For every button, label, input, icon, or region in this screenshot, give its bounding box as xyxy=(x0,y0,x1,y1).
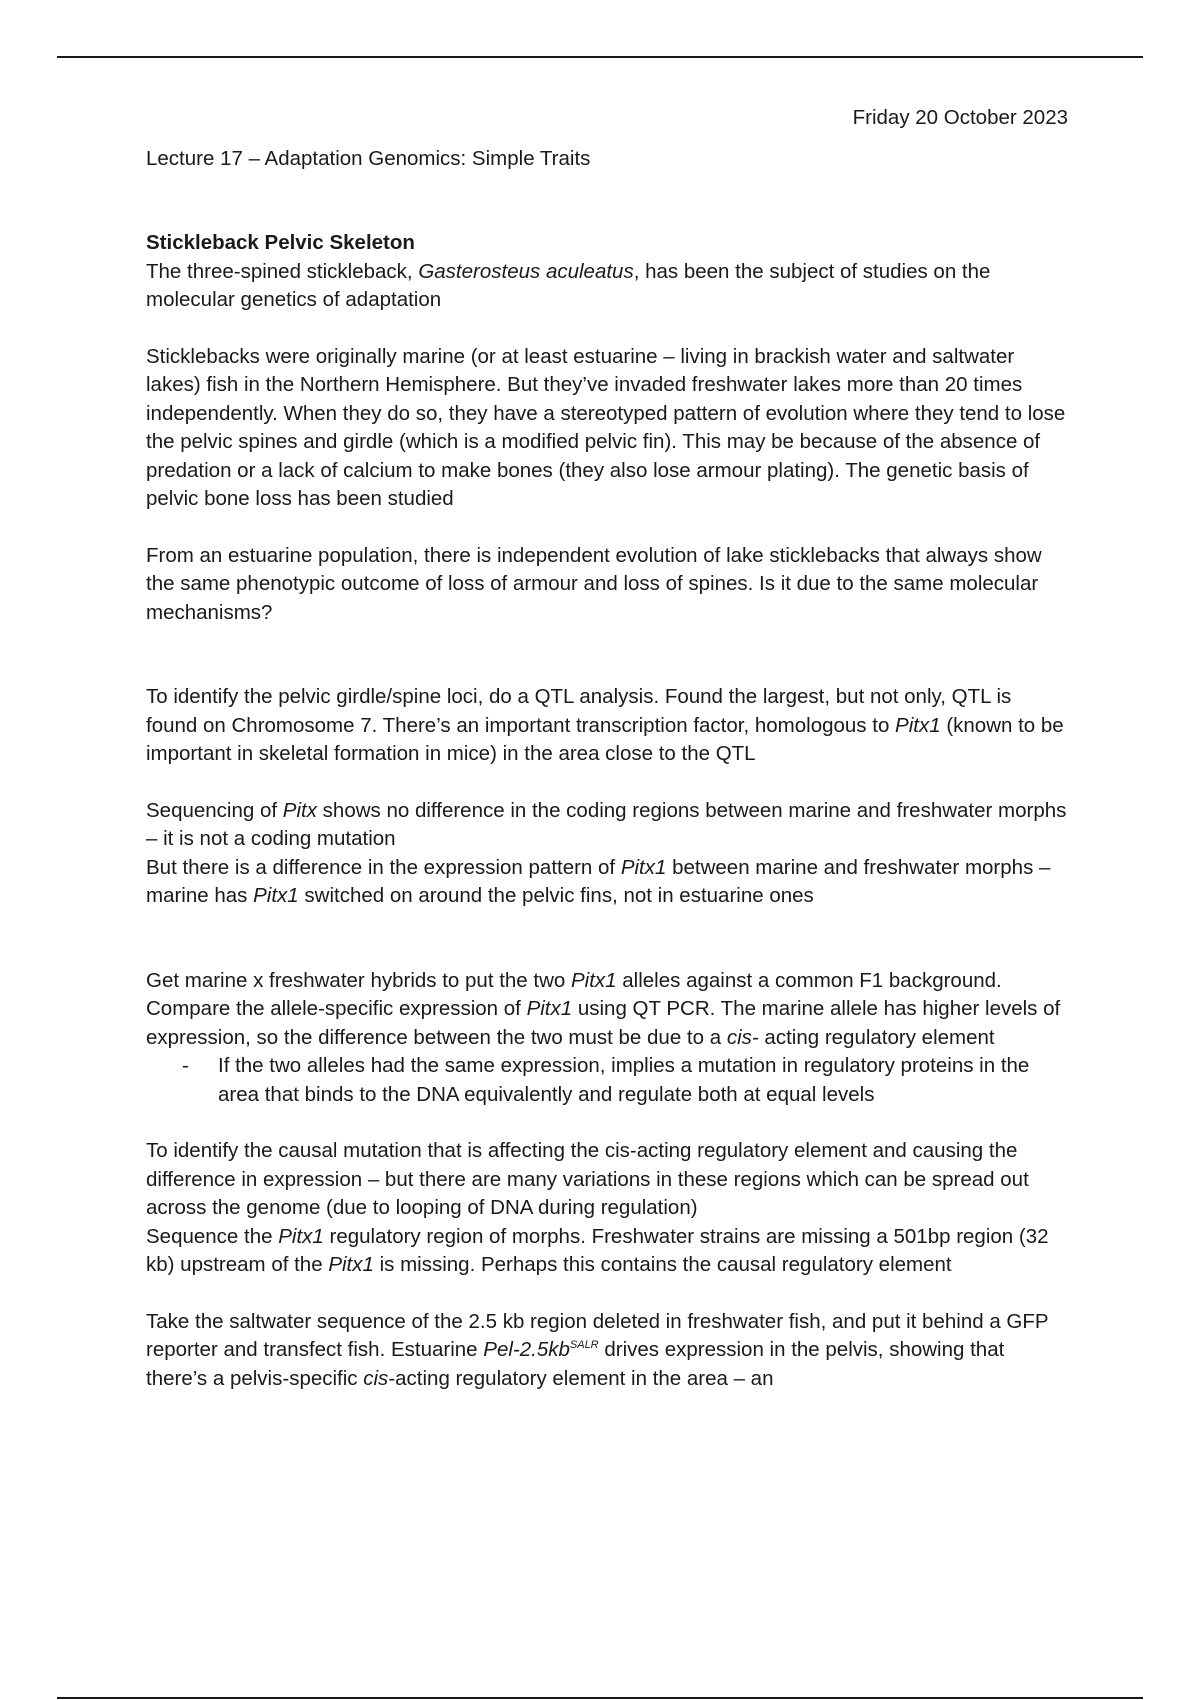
paragraph-origins: Sticklebacks were originally marine (or at least estuarine – living in brackish water and saltwater lakes) fish in the Northern Hemisphere. But they’ve invaded freshwater lakes more than 20 times independently. When they do so, they have a stereotyped pattern of evolution where they tend to lose the pelvic spines and girdle (which is a modified pelvic fin). This may be because of the absence of predation or a lack of calcium to make bones (they also lose armour plating). The genetic basis of pelvic bone loss has been studied xyxy=(146,344,1066,510)
paragraph-sequencing: Sequencing of Pitx shows no difference in the coding regions between marine and freshwater morphs – it is not a coding mutation xyxy=(146,798,1067,850)
paragraph-question: From an estuarine population, there is independent evolution of lake sticklebacks that always show the same phenotypic outcome of loss of armour and loss of spines. Is it due to the same molecular mechanisms? xyxy=(146,543,1042,624)
header-rule xyxy=(57,56,1143,58)
document-body xyxy=(146,104,1068,1393)
paragraph-hybrids: Get marine x freshwater hybrids to put the two Pitx1 alleles against a common F1 background. Compare the allele-specific expression of Pitx1 using QT PCR. The marine allele has higher levels of expression, so the difference between the two must be due to a cis- acting regulatory element xyxy=(146,968,1061,1049)
document-date: Friday 20 October 2023 xyxy=(852,106,1068,129)
paragraph-gfp-reporter: Take the saltwater sequence of the 2.5 kb region deleted in freshwater fish, and put it behind a GFP reporter and transfect fish. Estuarine Pel-$2.5kb^{SALR}$ drives expression in the pelvis, showing that there’s a pelvis-specific cis-acting regulatory element in the area – an xyxy=(146,1309,1049,1390)
paragraph-intro: The three-spined stickleback, Gasterosteus aculeatus, has been the subject of studies on the molecular genetics of adaptation xyxy=(146,259,991,311)
paragraph-regulatory-region: Sequence the Pitx1 regulatory region of morphs. Freshwater strains are missing a 501bp region (32 kb) upstream of the Pitx1 is missing. Perhaps this contains the causal regulatory element xyxy=(146,1224,1049,1276)
bullet-text: If the two alleles had the same expression, implies a mutation in regulatory proteins in the area that binds to the DNA equivalently and regulate both at equal levels xyxy=(218,1054,1030,1106)
bullet-dash: - xyxy=(182,1054,189,1077)
lecture-title: Lecture 17 – Adaptation Genomics: Simple Traits xyxy=(146,146,591,170)
footer-rule xyxy=(57,1697,1143,1699)
paragraph-expression: But there is a difference in the expression pattern of Pitx1 between marine and freshwater morphs – marine has Pitx1 switched on around the pelvic fins, not in estuarine ones xyxy=(146,855,1051,907)
paragraph-causal-mutation: To identify the causal mutation that is affecting the cis-acting regulatory element and causing the difference in expression – but there are many variations in these regions which can be spread out across the genome (due to looping of DNA during regulation) xyxy=(146,1139,1029,1219)
paragraph-qtl: To identify the pelvic girdle/spine loci, do a QTL analysis. Found the largest, but not only, QTL is found on Chromosome 7. There’s an important transcription factor, homologous to Pitx1 (known to be important in skeletal formation in mice) in the area close to the QTL xyxy=(146,685,1064,765)
list-item xyxy=(146,1052,1068,1109)
section-heading: Stickleback Pelvic Skeleton xyxy=(146,231,415,254)
